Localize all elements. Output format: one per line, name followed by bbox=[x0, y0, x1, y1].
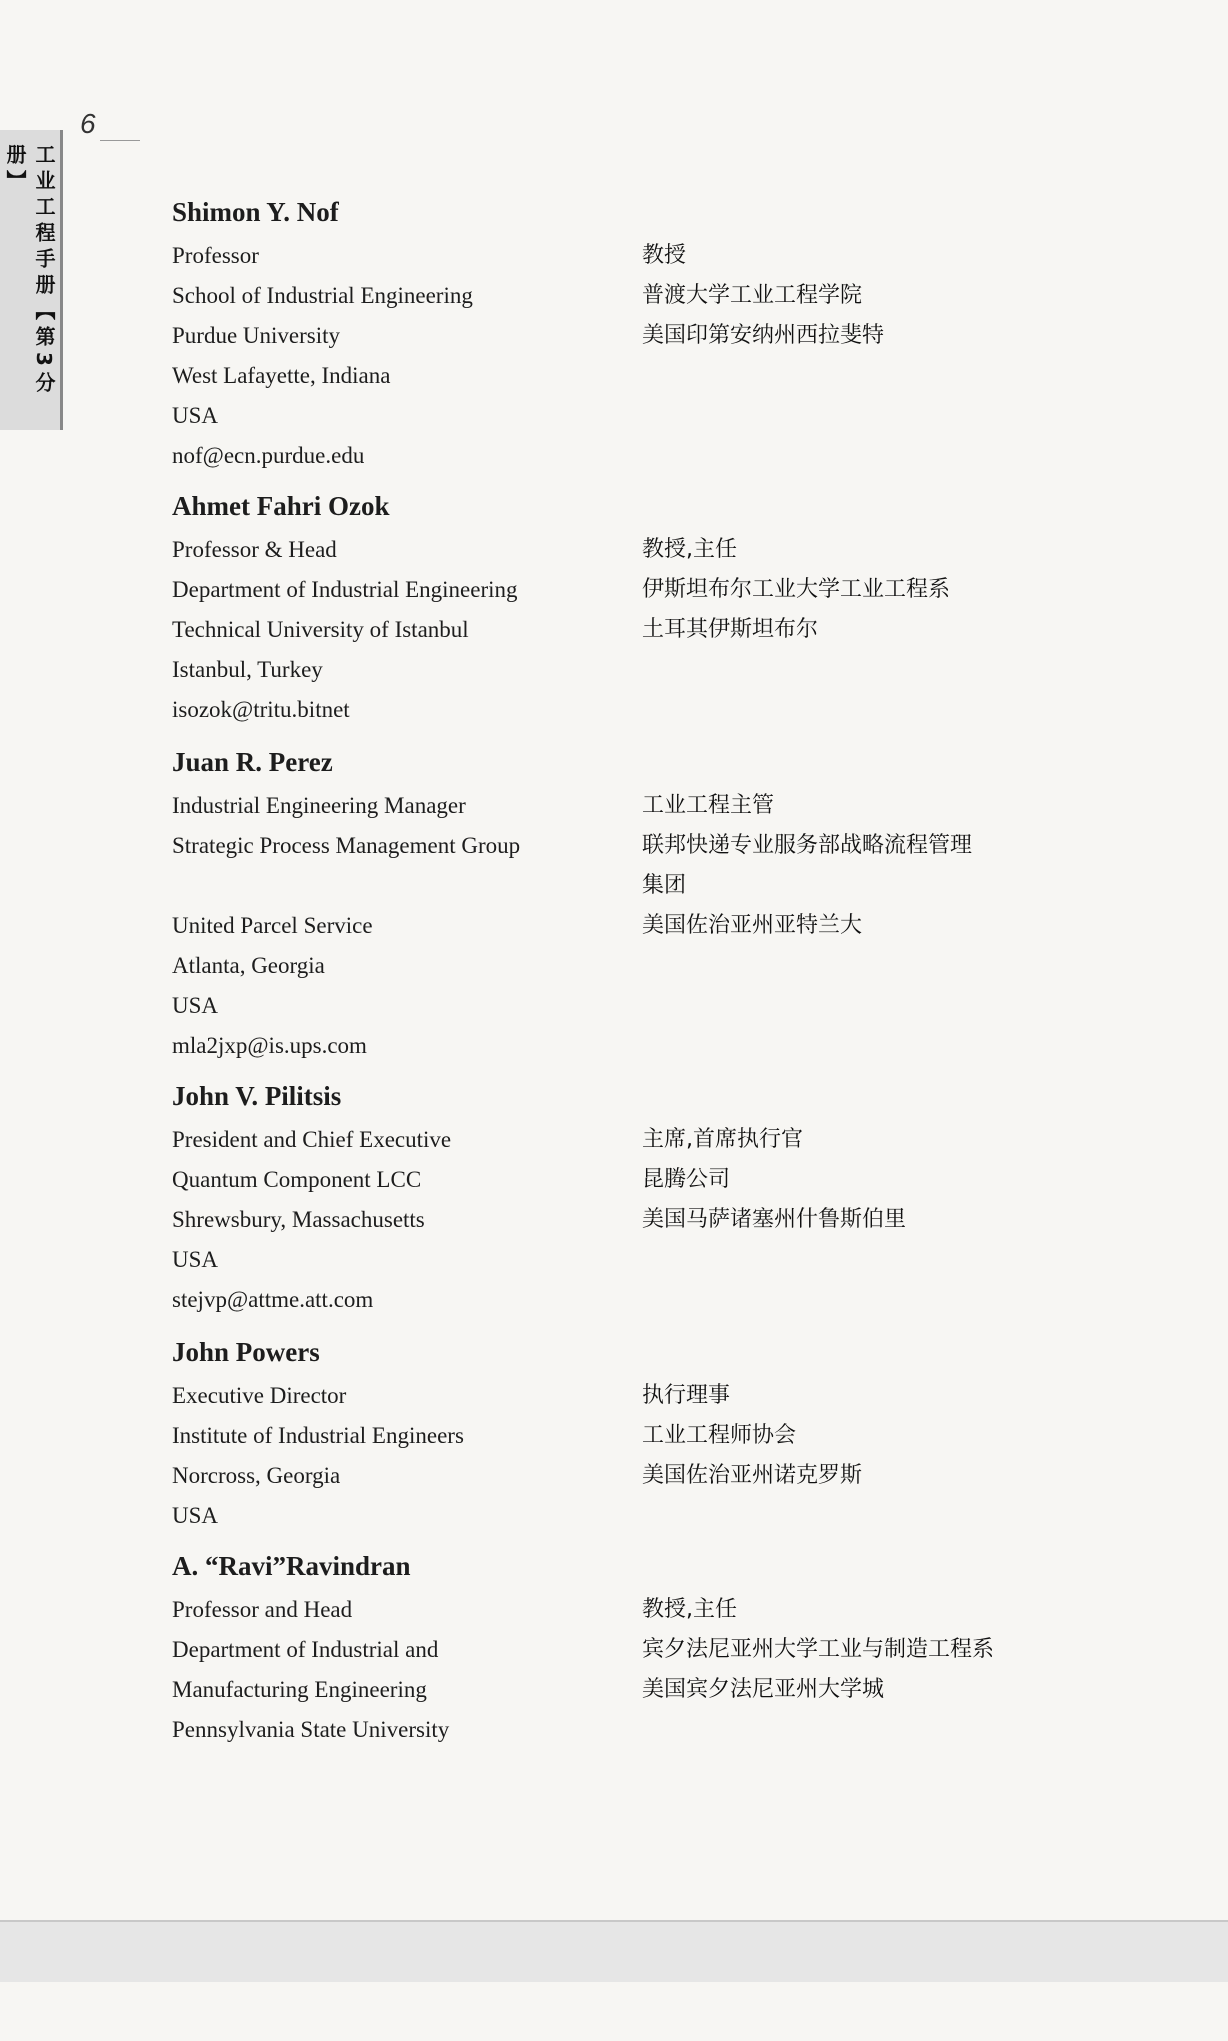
contributor-name: John Powers bbox=[172, 1337, 320, 1367]
chinese-line: 宾夕法尼亚州大学工业与制造工程系 bbox=[642, 1637, 995, 1662]
chinese-line: 美国佐治亚州亚特兰大 bbox=[642, 913, 863, 938]
affiliation-line: Strategic Process Management Group bbox=[172, 833, 521, 858]
email: stejvp@attme.att.com bbox=[172, 1287, 374, 1312]
chinese-line: 集团 bbox=[642, 873, 687, 898]
contributor-entry bbox=[172, 1332, 1092, 1536]
affiliation-line: Atlanta, Georgia bbox=[172, 953, 325, 978]
email: mla2jxp@is.ups.com bbox=[172, 1033, 367, 1058]
affiliation-line: Quantum Component LCC bbox=[172, 1167, 422, 1192]
affiliation-line bbox=[172, 866, 642, 906]
contributor-entry bbox=[172, 1076, 1092, 1320]
contributor-name: Juan R. Perez bbox=[172, 747, 333, 777]
affiliation-line: Manufacturing Engineering bbox=[172, 1677, 427, 1702]
side-tab bbox=[0, 130, 63, 430]
contributor-name: Ahmet Fahri Ozok bbox=[172, 491, 390, 521]
english-affiliation bbox=[172, 1590, 642, 1750]
contributor-name: John V. Pilitsis bbox=[172, 1081, 342, 1111]
chinese-line: 主席,首席执行官 bbox=[642, 1127, 803, 1152]
chinese-affiliation bbox=[642, 786, 1092, 1066]
english-affiliation bbox=[172, 1120, 642, 1320]
affiliation-line: Executive Director bbox=[172, 1383, 347, 1408]
side-tab-label: 工业工程手册【第3分册】 bbox=[3, 144, 56, 398]
contributor-name: A. “Ravi”Ravindran bbox=[172, 1551, 411, 1581]
chinese-line: 美国马萨诸塞州什鲁斯伯里 bbox=[642, 1207, 907, 1232]
chinese-line: 普渡大学工业工程学院 bbox=[642, 283, 863, 308]
affiliation-line: President and Chief Executive bbox=[172, 1127, 452, 1152]
english-affiliation bbox=[172, 786, 642, 1066]
chinese-affiliation bbox=[642, 1590, 1092, 1750]
affiliation-line: USA bbox=[172, 403, 219, 428]
chinese-affiliation bbox=[642, 530, 1092, 730]
english-affiliation bbox=[172, 1376, 642, 1536]
affiliation-line: Shrewsbury, Massachusetts bbox=[172, 1207, 425, 1232]
english-affiliation bbox=[172, 236, 642, 476]
chinese-affiliation bbox=[642, 1120, 1092, 1320]
affiliation-line: USA bbox=[172, 993, 219, 1018]
chinese-line: 教授,主任 bbox=[642, 537, 737, 562]
affiliation-line: Technical University of Istanbul bbox=[172, 617, 469, 642]
affiliation-line: Industrial Engineering Manager bbox=[172, 793, 466, 818]
chinese-affiliation bbox=[642, 1376, 1092, 1536]
chinese-line: 土耳其伊斯坦布尔 bbox=[642, 617, 819, 642]
email: isozok@tritu.bitnet bbox=[172, 697, 350, 722]
chinese-line: 昆腾公司 bbox=[642, 1167, 731, 1192]
affiliation-line: School of Industrial Engineering bbox=[172, 283, 473, 308]
affiliation-line: Institute of Industrial Engineers bbox=[172, 1423, 464, 1448]
chinese-line: 教授,主任 bbox=[642, 1597, 737, 1622]
affiliation-line: Department of Industrial and bbox=[172, 1637, 439, 1662]
affiliation-line: United Parcel Service bbox=[172, 913, 373, 938]
affiliation-line: USA bbox=[172, 1247, 219, 1272]
page-number: 6 bbox=[80, 108, 96, 139]
chinese-line: 美国佐治亚州诺克罗斯 bbox=[642, 1463, 863, 1488]
chinese-line: 伊斯坦布尔工业大学工业工程系 bbox=[642, 577, 951, 602]
contributor-entry bbox=[172, 486, 1092, 730]
chinese-line: 执行理事 bbox=[642, 1383, 731, 1408]
chinese-line: 美国印第安纳州西拉斐特 bbox=[642, 323, 885, 348]
header-rule bbox=[100, 140, 140, 141]
affiliation-line: USA bbox=[172, 1503, 219, 1528]
chinese-affiliation bbox=[642, 236, 1092, 476]
chinese-line: 工业工程师协会 bbox=[642, 1423, 797, 1448]
contributor-entry bbox=[172, 1546, 1092, 1750]
affiliation-line: Professor bbox=[172, 243, 259, 268]
affiliation-line: Norcross, Georgia bbox=[172, 1463, 341, 1488]
english-affiliation bbox=[172, 530, 642, 730]
chinese-line: 工业工程主管 bbox=[642, 793, 775, 818]
chinese-line: 教授 bbox=[642, 243, 687, 268]
contributor-entry bbox=[172, 192, 1092, 476]
affiliation-line: Pennsylvania State University bbox=[172, 1717, 450, 1742]
affiliation-line: Professor and Head bbox=[172, 1597, 353, 1622]
affiliation-line: Purdue University bbox=[172, 323, 341, 348]
affiliation-line: Professor & Head bbox=[172, 537, 337, 562]
bottom-scan-band bbox=[0, 1920, 1228, 1982]
chinese-line: 美国宾夕法尼亚州大学城 bbox=[642, 1677, 885, 1702]
email: nof@ecn.purdue.edu bbox=[172, 443, 365, 468]
chinese-line: 联邦快递专业服务部战略流程管理 bbox=[642, 833, 973, 858]
affiliation-line: West Lafayette, Indiana bbox=[172, 363, 391, 388]
contributor-entry bbox=[172, 742, 1092, 1066]
affiliation-line: Department of Industrial Engineering bbox=[172, 577, 518, 602]
contributor-name: Shimon Y. Nof bbox=[172, 197, 339, 227]
affiliation-line: Istanbul, Turkey bbox=[172, 657, 323, 682]
